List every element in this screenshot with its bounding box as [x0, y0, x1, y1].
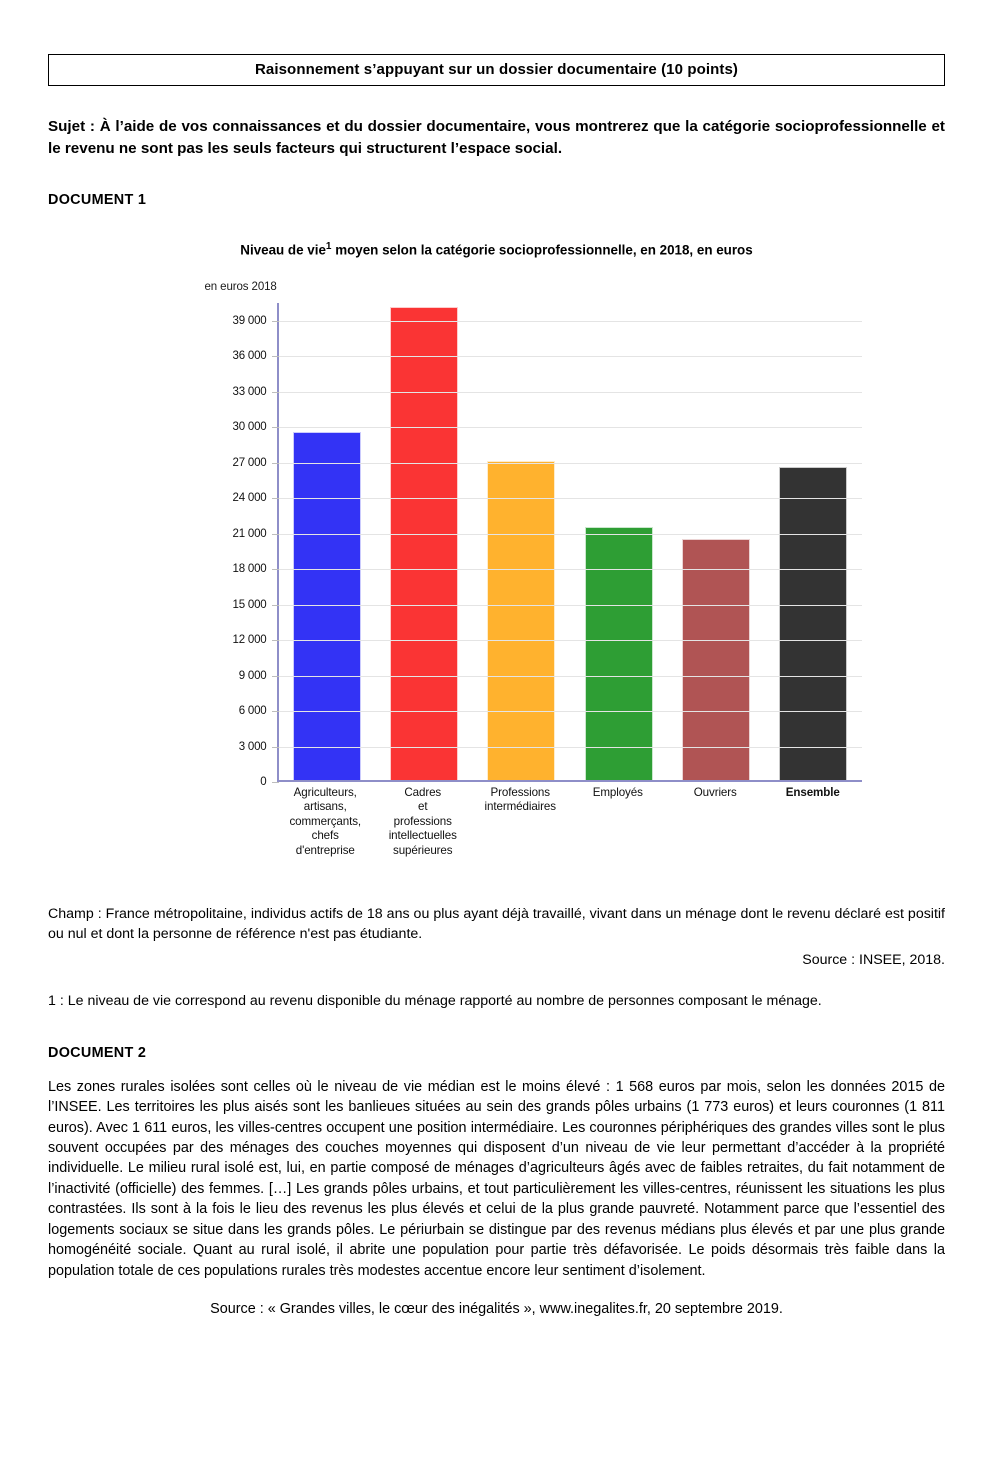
chart-y-tick [272, 640, 279, 641]
chart-gridline [279, 427, 862, 428]
chart-gridline [279, 534, 862, 535]
chart-y-tick-label: 18 000 [232, 563, 267, 576]
chart-y-tick [272, 321, 279, 322]
chart-bar-slot [667, 303, 764, 780]
chart-y-tick [272, 569, 279, 570]
chart-plot-area [232, 303, 862, 789]
chart-bar-slot [570, 303, 667, 780]
chart-y-tick-label: 21 000 [232, 527, 267, 540]
y-axis-unit-label: en euros 2018 [204, 281, 277, 294]
chart-bar-slot [764, 303, 861, 780]
chart-y-tick-label: 33 000 [232, 385, 267, 398]
chart-bar-slot [473, 303, 570, 780]
chart-y-tick-label: 24 000 [232, 492, 267, 505]
chart-y-tick-label: 3 000 [238, 740, 267, 753]
chart-gridline [279, 498, 862, 499]
chart-y-tick-label: 27 000 [232, 456, 267, 469]
document-page [0, 54, 993, 1317]
chart-y-tick [272, 676, 279, 677]
chart-gridline [279, 463, 862, 464]
chart-gridline [279, 569, 862, 570]
chart-gridline [279, 747, 862, 748]
chart-gridline [279, 640, 862, 641]
chart-champ-note: Champ : France métropolitaine, individus actifs de 18 ans ou plus ayant déjà travaillé, vivant dans un ménage dont le revenu déclaré est positif ou nul et dont la personne de référence n'est pas étudiante. [48, 906, 945, 942]
chart-y-tick [272, 782, 279, 783]
chart-y-tick-label: 39 000 [232, 314, 267, 327]
chart-y-tick-label: 9 000 [238, 669, 267, 682]
chart-y-tick-label: 0 [260, 776, 267, 789]
chart-gridline [279, 782, 862, 783]
chart-gridline [279, 356, 862, 357]
chart-y-tick-label: 12 000 [232, 634, 267, 647]
document-1-heading: DOCUMENT 1 [48, 192, 147, 209]
chart-x-label: Ensemble [785, 786, 840, 800]
chart-gridline [279, 711, 862, 712]
chart-y-tick-label: 30 000 [232, 421, 267, 434]
document-2-heading: DOCUMENT 2 [48, 1044, 147, 1061]
chart-y-tick [272, 747, 279, 748]
chart-bar [390, 307, 458, 780]
chart-y-tick-label: 36 000 [232, 350, 267, 363]
chart-title-rest: moyen selon la catégorie socioprofessionnelle, en 2018, en euros [331, 242, 753, 258]
chart-title [48, 240, 945, 259]
chart-y-tick [272, 605, 279, 606]
chart-y-tick [272, 463, 279, 464]
chart-x-label: Employés [592, 786, 643, 800]
chart-gridline [279, 321, 862, 322]
document-2-paragraph: Les zones rurales isolées sont celles où le niveau de vie médian est le moins élevé : 1 568 euros par mois, selon les données 2015 de l’INSEE. Les territoires les plus aisés sont les banlieues situées au sein des grands pôles urbains (1 773 euros) et leurs couronnes (1 811 euros). Avec 1 611 euros, les villes-centres occupent une position intermédiaire. Les couronnes périphériques des grandes villes sont le plus souvent occupées par des ménages des couches moyennes qui disposent d’un niveau de vie leur permettant d’accéder à la propriété individuelle. Le milieu rural isolé est, lui, en partie composé de ménages d’agriculteurs âgés avec de faibles retraites, du fait notamment de l’inactivité (officielle) des femmes. […] Les grands pôles urbains, et tout particulièrement les villes-centres, réunissent les situations les plus contrastées. Ils sont à la fois le lieu des revenus les plus élevés et celui de la plus grande pauvreté. Notamment parce que l’essentiel des logements sociaux se situe dans les grands pôles. Le périurbain se distingue par des revenus médians plus élevés et par une plus grande homogénéité sociale. Quant au rural isolé, il abrite une population pour partie très défavorisée. Le poids désormais très faible dans la population totale de ces populations rurales très modestes accentue encore leur sentiment d’isolement. [48, 1078, 945, 1279]
bar-chart [117, 281, 877, 901]
chart-bar [487, 461, 555, 780]
x-axis-labels [277, 786, 862, 858]
chart-y-tick [272, 392, 279, 393]
chart-title-footnote-marker: 1 [325, 241, 332, 253]
chart-bar-slot [279, 303, 376, 780]
chart-gridline [279, 605, 862, 606]
chart-gridline [279, 676, 862, 677]
chart-bar-slot [376, 303, 473, 780]
exam-banner-title: Raisonnement s’appuyant sur un dossier documentaire (10 points) [48, 54, 945, 86]
chart-y-tick-label: 15 000 [232, 598, 267, 611]
document-2-source: Source : « Grandes villes, le cœur des inégalités », www.inegalites.fr, 20 septembre 2019. [210, 1301, 783, 1318]
chart-bar [779, 467, 847, 780]
chart-title-main: Niveau de vie [240, 242, 326, 258]
chart-bars-container [279, 303, 862, 780]
chart-y-tick [272, 498, 279, 499]
chart-gridline [279, 392, 862, 393]
chart-x-label: Ouvriers [693, 786, 737, 800]
chart-source: Source : INSEE, 2018. [802, 951, 945, 968]
chart-y-tick-label: 6 000 [238, 705, 267, 718]
chart-x-label: Agriculteurs, artisans, commerçants, chefs d'entreprise [289, 786, 362, 857]
chart-footnote: 1 : Le niveau de vie correspond au revenu disponible du ménage rapporté au nombre de personnes composant le ménage. [48, 992, 822, 1009]
chart-y-tick [272, 534, 279, 535]
chart-bar [585, 527, 653, 780]
chart-bar [293, 432, 361, 780]
chart-y-tick [272, 711, 279, 712]
chart-y-tick [272, 427, 279, 428]
subject-statement: Sujet : À l’aide de vos connaissances et du dossier documentaire, vous montrerez que la catégorie socioprofessionnelle et le revenu ne sont pas les seuls facteurs qui structurent l’espace social. [48, 118, 945, 157]
chart-x-label: Cadres et professions intellectuelles supérieures [388, 786, 457, 857]
chart-x-label: Professions intermédiaires [484, 786, 556, 814]
chart-y-tick [272, 356, 279, 357]
chart-bar [682, 539, 750, 780]
